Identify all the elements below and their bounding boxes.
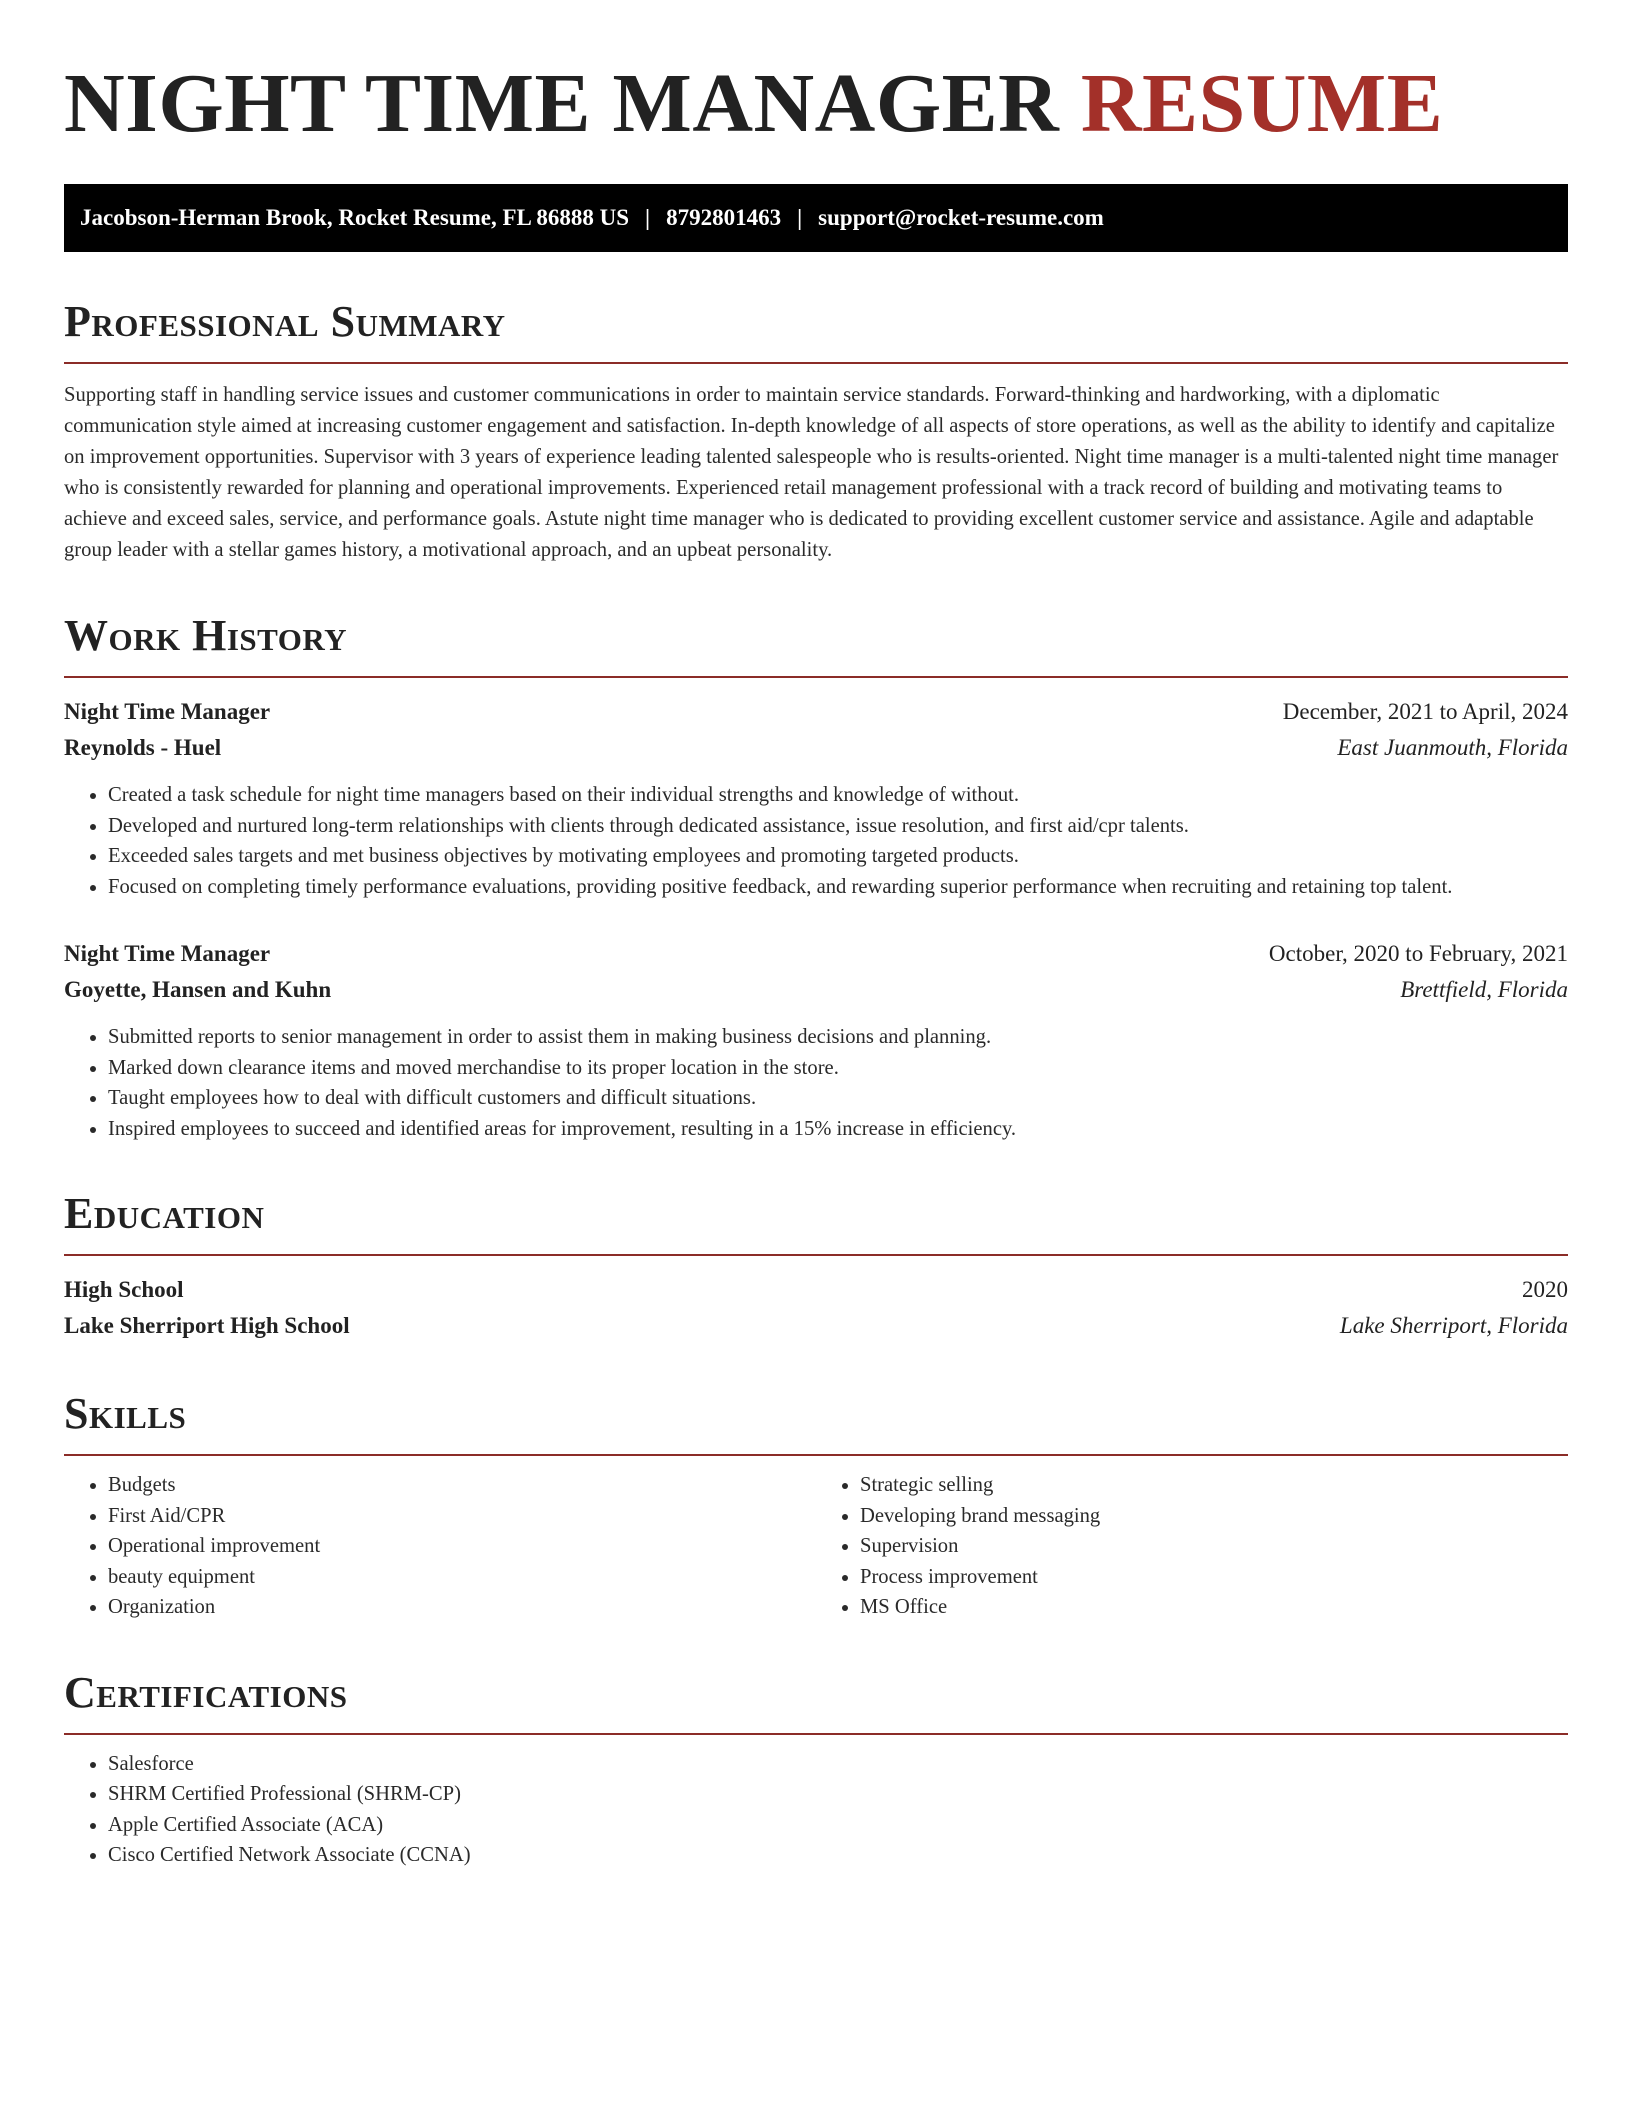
title-accent: RESUME: [1080, 57, 1444, 150]
job-duty: • Created a task schedule for night time managers based on their individual strengths and knowledge of without.: [108, 780, 1568, 811]
job-entry: [64, 694, 1568, 902]
skill-item: • Budgets: [108, 1470, 816, 1501]
contact-address: Jacobson-Herman Brook, Rocket Resume, FL 86888 US: [80, 205, 630, 230]
certifications-list: [64, 1749, 1568, 1871]
skills-list-left: [64, 1470, 816, 1623]
resume-title: [64, 56, 1568, 152]
job-duties-list: [64, 780, 1568, 902]
job-dates: December, 2021 to April, 2024: [1282, 699, 1568, 724]
job-company: Reynolds - Huel: [64, 735, 222, 760]
certification-item: • SHRM Certified Professional (SHRM-CP): [108, 1779, 1568, 1810]
section-title-education: Education: [64, 1189, 265, 1238]
job-entry: [64, 936, 1568, 1144]
education-header-row: [64, 1272, 1568, 1308]
education-entry: [64, 1272, 1568, 1344]
skill-item: • MS Office: [860, 1592, 1568, 1623]
certification-item: • Apple Certified Associate (ACA): [108, 1810, 1568, 1841]
job-duties-list: [64, 1022, 1568, 1144]
title-main: NIGHT TIME MANAGER: [64, 57, 1060, 150]
job-duty: • Submitted reports to senior management in order to assist them in making business decisions and planning.: [108, 1022, 1568, 1053]
skill-item: • Organization: [108, 1592, 816, 1623]
job-duty: • Marked down clearance items and moved merchandise to its proper location in the store.: [108, 1053, 1568, 1084]
section-title-certifications: Certifications: [64, 1667, 348, 1717]
certification-item: • Cisco Certified Network Associate (CCNA): [108, 1840, 1568, 1871]
job-company: Goyette, Hansen and Kuhn: [64, 977, 332, 1002]
skill-item: • Operational improvement: [108, 1531, 816, 1562]
job-duty: • Developed and nurtured long-term relationships with clients through dedicated assistance, issue resolution, and first aid/cpr talents.: [108, 811, 1568, 842]
skill-item: • Strategic selling: [860, 1470, 1568, 1501]
section-title-summary: Professional Summary: [64, 297, 506, 346]
job-title: Night Time Manager: [64, 699, 271, 724]
job-duty: • Inspired employees to succeed and identified areas for improvement, resulting in a 15% increase in efficiency.: [108, 1114, 1568, 1145]
contact-phone: 8792801463: [666, 205, 782, 230]
certification-item: • Salesforce: [108, 1749, 1568, 1780]
job-duty: • Exceeded sales targets and met business objectives by motivating employees and promoting targeted products.: [108, 841, 1568, 872]
section-title-work-history: Work History: [64, 611, 348, 660]
skill-item: • Process improvement: [860, 1562, 1568, 1593]
section-divider: [64, 1454, 1568, 1456]
job-header-row: [64, 694, 1568, 730]
skill-item: • Developing brand messaging: [860, 1501, 1568, 1532]
skill-item: • First Aid/CPR: [108, 1501, 816, 1532]
contact-email: support@rocket-resume.com: [818, 205, 1104, 230]
contact-bar: [64, 184, 1568, 252]
education-school: Lake Sherriport High School: [64, 1313, 350, 1338]
contact-separator: |: [645, 205, 651, 230]
education-school-row: [64, 1308, 1568, 1344]
section-title-skills: Skills: [64, 1389, 187, 1438]
summary-text: Supporting staff in handling service issues and customer communications in order to maintain service standards. Forward-thinking and hardworking, with a diplomatic communication style aimed at increasing customer engagement and satisfaction. In-depth knowledge of all aspects of store operations, as well as the ability to identify and capitalize on improvement opportunities. Supervisor with 3 years of experience leading talented salespeople who is results-oriented. Night time manager is a multi-talented night time manager who is consistently rewarded for planning and operational improvements. Experienced retail management professional with a track record of building and motivating teams to achieve and exceed sales, service, and performance goals. Astute night time manager who is dedicated to providing excellent customer service and assistance. Agile and adaptable group leader with a stellar games history, a motivational approach, and an upbeat personality.: [64, 384, 1559, 561]
skills-grid: [64, 1470, 1568, 1623]
job-dates: October, 2020 to February, 2021: [1268, 941, 1568, 966]
contact-separator: |: [797, 205, 803, 230]
job-header-row: [64, 936, 1568, 972]
education-degree: High School: [64, 1277, 184, 1302]
job-title: Night Time Manager: [64, 941, 271, 966]
job-duty: • Focused on completing timely performance evaluations, providing positive feedback, and rewarding superior performance when recruiting and retaining top talent.: [108, 872, 1568, 903]
section-divider: [64, 1733, 1568, 1735]
skills-list-right: [816, 1470, 1568, 1623]
job-company-row: [64, 730, 1568, 766]
section-divider: [64, 1254, 1568, 1256]
job-duty: • Taught employees how to deal with difficult customers and difficult situations.: [108, 1083, 1568, 1114]
education-year: 2020: [1522, 1277, 1568, 1302]
job-company-row: [64, 972, 1568, 1008]
education-location: Lake Sherriport, Florida: [1339, 1313, 1568, 1338]
skill-item: • beauty equipment: [108, 1562, 816, 1593]
job-location: Brettfield, Florida: [1400, 977, 1568, 1002]
section-divider: [64, 676, 1568, 678]
section-divider: [64, 362, 1568, 364]
job-location: East Juanmouth, Florida: [1337, 735, 1568, 760]
skill-item: • Supervision: [860, 1531, 1568, 1562]
